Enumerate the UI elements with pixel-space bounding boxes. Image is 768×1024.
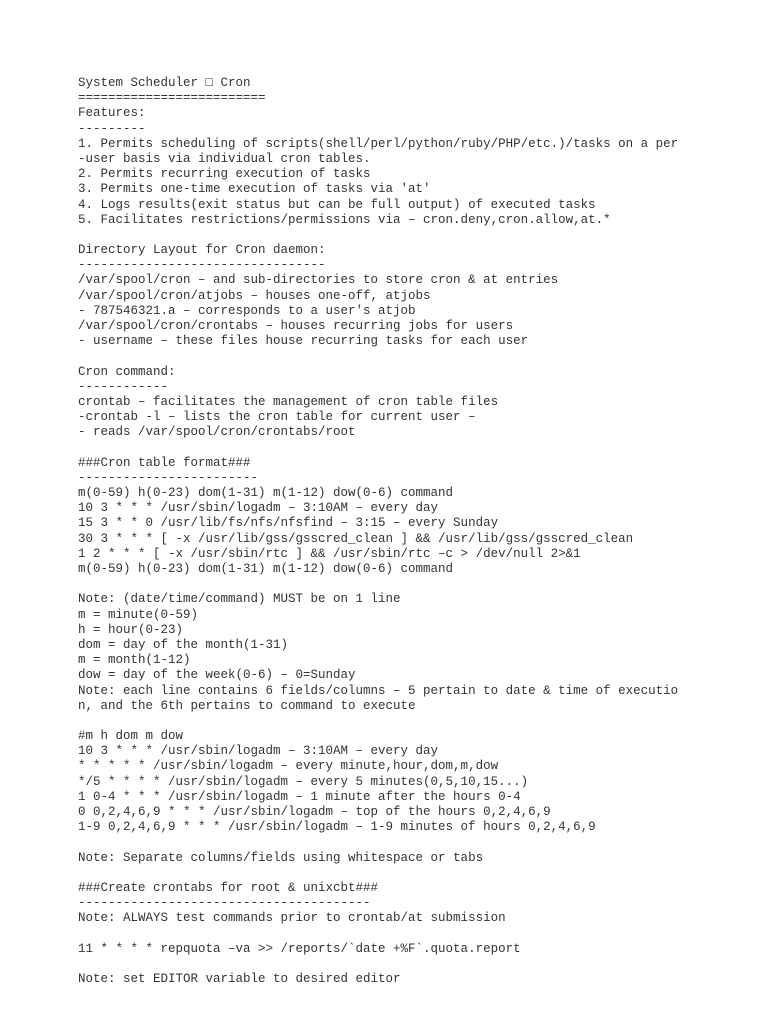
- text-line: =========================: [78, 91, 266, 106]
- text-line: 30 3 * * * [ -x /usr/lib/gss/gsscred_clean ] && /usr/lib/gss/gsscred_clean: [78, 531, 634, 546]
- text-line: Cron command:: [78, 364, 176, 379]
- text-line: ###Cron table format###: [78, 455, 251, 470]
- text-line: m = minute(0-59): [78, 607, 199, 622]
- text-line: -user basis via individual cron tables.: [78, 151, 371, 166]
- blank-line: [78, 714, 758, 729]
- text-line: 1 0-4 * * * /usr/sbin/logadm – 1 minute after the hours 0-4: [78, 789, 521, 804]
- text-line: m(0-59) h(0-23) dom(1-31) m(1-12) dow(0-6) command: [78, 486, 454, 501]
- text-line: * * * * * /usr/sbin/logadm – every minute,hour,dom,m,dow: [78, 759, 499, 774]
- text-line: Note: ALWAYS test commands prior to crontab/at submission: [78, 911, 506, 926]
- text-line: 5. Facilitates restrictions/permissions via – cron.deny,cron.allow,at.*: [78, 212, 611, 227]
- text-line: 1. Permits scheduling of scripts(shell/perl/python/ruby/PHP/etc.)/tasks on a per: [78, 136, 679, 151]
- blank-line: [78, 349, 758, 364]
- text-line: System Scheduler □ Cron: [78, 76, 251, 90]
- text-line: ###Create crontabs for root & unixcbt###: [78, 880, 379, 895]
- text-line: ---------------------------------------: [78, 896, 371, 911]
- blank-line: [78, 927, 758, 942]
- text-line: - reads /var/spool/cron/crontabs/root: [78, 425, 356, 440]
- text-line: Note: (date/time/command) MUST be on 1 line: [78, 592, 401, 607]
- text-line: 1-9 0,2,4,6,9 * * * /usr/sbin/logadm – 1-9 minutes of hours 0,2,4,6,9: [78, 820, 596, 835]
- text-line: - 787546321.a – corresponds to a user's atjob: [78, 303, 416, 318]
- text-line: */5 * * * * /usr/sbin/logadm – every 5 minutes(0,5,10,15...): [78, 774, 529, 789]
- text-line: 15 3 * * 0 /usr/lib/fs/nfs/nfsfind – 3:15 – every Sunday: [78, 516, 499, 531]
- text-line: m = month(1-12): [78, 653, 191, 668]
- text-line: m(0-59) h(0-23) dom(1-31) m(1-12) dow(0-6) command: [78, 562, 454, 576]
- document-page: [78, 76, 758, 987]
- text-line: Directory Layout for Cron daemon:: [78, 243, 326, 258]
- blank-line: [78, 228, 758, 243]
- text-line: n, and the 6th pertains to command to execute: [78, 698, 416, 713]
- blank-line: [78, 835, 758, 850]
- blank-line: [78, 441, 758, 456]
- text-line: crontab – facilitates the management of cron table files: [78, 394, 499, 409]
- text-line: /var/spool/cron – and sub-directories to store cron & at entries: [78, 273, 559, 288]
- text-line: 11 * * * * repquota –va >> /reports/`date +%F`.quota.report: [78, 941, 521, 956]
- text-line: 1 2 * * * [ -x /usr/sbin/rtc ] && /usr/sbin/rtc –c > /dev/null 2>&1: [78, 546, 581, 561]
- text-line: Note: each line contains 6 fields/columns – 5 pertain to date & time of executio: [78, 683, 679, 698]
- text-line: Features:: [78, 106, 146, 121]
- text-line: /var/spool/cron/crontabs – houses recurring jobs for users: [78, 319, 514, 333]
- text-line: - username – these files house recurring tasks for each user: [78, 334, 529, 349]
- text-line: /var/spool/cron/atjobs – houses one-off, atjobs: [78, 288, 431, 303]
- text-line: Note: Separate columns/fields using whitespace or tabs: [78, 850, 484, 865]
- blank-line: [78, 866, 758, 881]
- text-line: dow = day of the week(0-6) – 0=Sunday: [78, 668, 356, 683]
- text-line: 3. Permits one-time execution of tasks via 'at': [78, 182, 431, 197]
- blank-line: [78, 577, 758, 592]
- text-line: dom = day of the month(1-31): [78, 637, 289, 652]
- text-line: h = hour(0-23): [78, 622, 184, 637]
- text-line: ---------------------------------: [78, 258, 326, 273]
- text-line: ------------------------: [78, 470, 259, 485]
- text-line: ------------: [78, 379, 169, 394]
- text-line: ---------: [78, 121, 146, 136]
- text-line: 0 0,2,4,6,9 * * * /usr/sbin/logadm – top of the hours 0,2,4,6,9: [78, 805, 551, 819]
- text-line: #m h dom m dow: [78, 729, 184, 744]
- text-line: -crontab -l – lists the cron table for current user –: [78, 410, 476, 425]
- text-line: 2. Permits recurring execution of tasks: [78, 167, 371, 182]
- text-line: 10 3 * * * /usr/sbin/logadm – 3:10AM – every day: [78, 744, 439, 759]
- text-line: 4. Logs results(exit status but can be full output) of executed tasks: [78, 197, 596, 212]
- blank-line: [78, 957, 758, 972]
- text-line: Note: set EDITOR variable to desired editor: [78, 972, 401, 987]
- text-line: 10 3 * * * /usr/sbin/logadm – 3:10AM – every day: [78, 501, 439, 516]
